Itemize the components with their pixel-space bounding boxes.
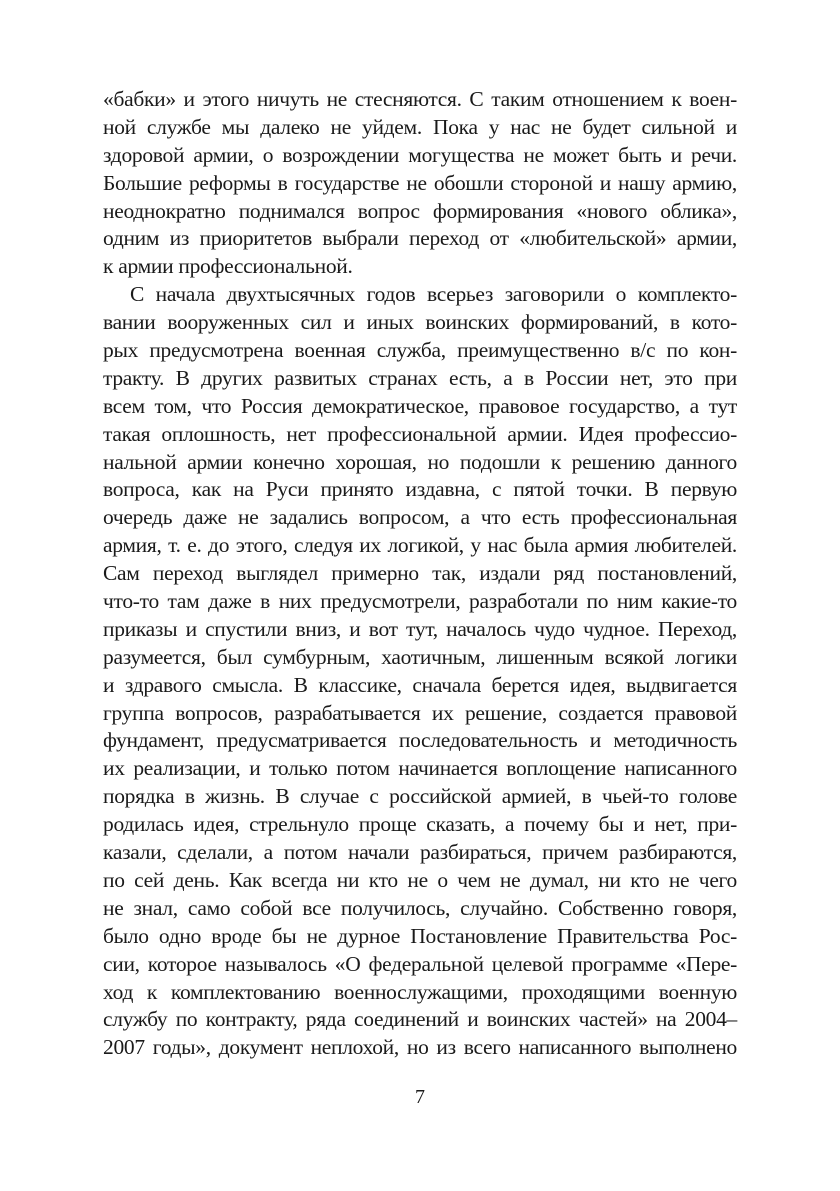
text-line: по сей день. Как всегда ни кто не о чем не думал, ни кто не чего [103, 867, 737, 892]
text-line: очередь даже не задались вопросом, а что есть профессиональная [103, 505, 737, 530]
text-line: порядка в жизнь. В случае с российской армией, в чьей-то голове [103, 784, 737, 809]
text-line: группа вопросов, разрабатывается их решение, создается правовой [103, 700, 737, 725]
text-line: к армии профессиональной. [103, 254, 353, 279]
text-line: рых предусмотрена военная служба, преимущественно в/с по кон- [103, 338, 737, 363]
text-line: всем том, что Россия демократическое, правовое государство, а тут [103, 393, 737, 418]
text-line: вании вооруженных сил и иных воинских формирований, в кото- [103, 310, 737, 335]
text-line: не знал, само собой все получилось, случайно. Собственно говоря, [103, 895, 737, 920]
text-line: службу по контракту, ряда соединений и воинских частей» на 2004– [103, 1007, 737, 1032]
paragraph [103, 86, 737, 281]
text-line: 2007 годы», документ неплохой, но из всего написанного выполнено [103, 1035, 737, 1060]
text-line: сии, которое называлось «О федеральной целевой программе «Пере- [103, 951, 737, 976]
text-line: разумеется, был сумбурным, хаотичным, лишенным всякой логики [103, 644, 737, 669]
text-line: что-то там даже в них предусмотрели, разработали по ним какие-то [103, 589, 737, 614]
text-line: приказы и спустили вниз, и вот тут, началось чудо чудное. Переход, [103, 616, 737, 641]
paragraph [103, 281, 737, 1062]
text-line: Сам переход выглядел примерно так, издали ряд постановлений, [103, 561, 737, 586]
text-line: армия, т. е. до этого, следуя их логикой, у нас была армия любителей. [103, 533, 737, 558]
text-line: казали, сделали, а потом начали разбираться, причем разбираются, [103, 840, 737, 865]
text-line: нальной армии конечно хорошая, но подошли к решению данного [103, 449, 737, 474]
text-line: ной службе мы далеко не уйдем. Пока у нас не будет сильной и [103, 114, 737, 139]
page-body [103, 86, 737, 1062]
text-line: Большие реформы в государстве не обошли стороной и нашу армию, [103, 170, 737, 195]
text-line: одним из приоритетов выбрали переход от «любительской» армии, [103, 226, 737, 251]
text-line: вопроса, как на Руси принято издавна, с пятой точки. В первую [103, 477, 737, 502]
text-line: неоднократно поднимался вопрос формирования «нового облика», [103, 198, 737, 223]
text-line: ход к комплектованию военнослужащими, проходящими военную [103, 979, 737, 1004]
text-line: родилась идея, стрельнуло проще сказать, а почему бы и нет, при- [103, 812, 737, 837]
text-line: здоровой армии, о возрождении могущества не может быть и речи. [103, 142, 737, 167]
page-number: 7 [415, 1086, 425, 1108]
text-line: и здравого смысла. В классике, сначала берется идея, выдвигается [103, 672, 737, 697]
text-line: их реализации, и только потом начинается воплощение написанного [103, 756, 737, 781]
text-line: С начала двухтысячных годов всерьез заговорили о комплекто- [130, 282, 737, 307]
text-line: такая оплошность, нет профессиональной армии. Идея профессио- [103, 421, 737, 446]
text-line: тракту. В других развитых странах есть, а в России нет, это при [103, 365, 737, 390]
text-line: фундамент, предусматривается последовательность и методичность [103, 728, 737, 753]
text-line: было одно вроде бы не дурное Постановление Правительства Рос- [103, 923, 737, 948]
text-line: «бабки» и этого ничуть не стесняются. С таким отношением к воен- [103, 87, 737, 111]
